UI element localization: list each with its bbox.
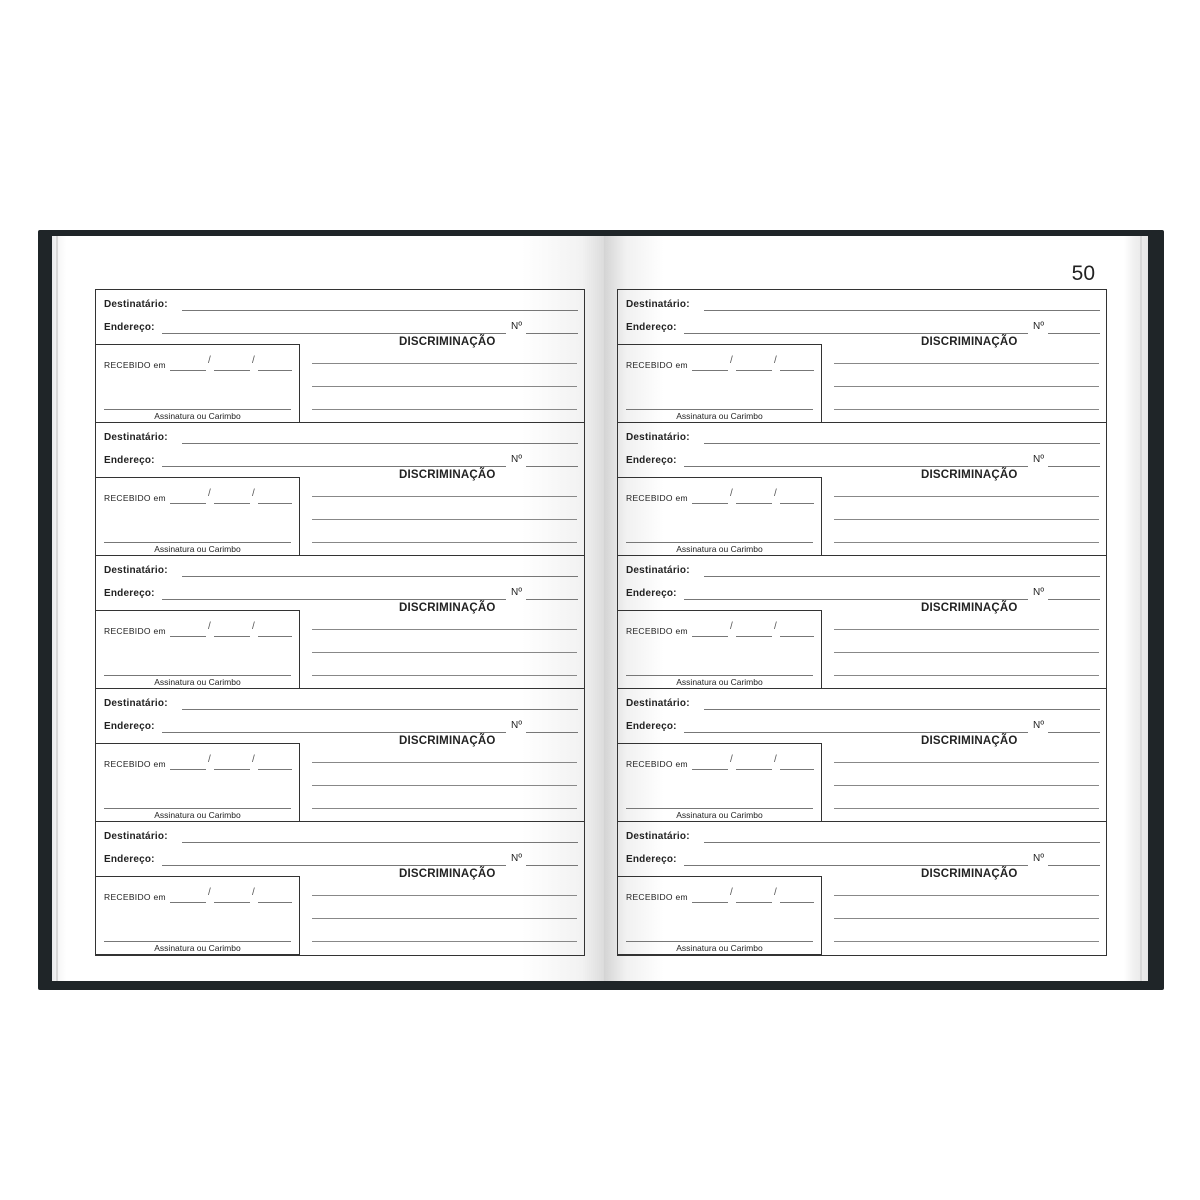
destinatario-field[interactable] [182, 310, 578, 311]
endereco-label: Endereço: [626, 455, 677, 466]
endereco-field[interactable] [162, 732, 506, 733]
date-slash: / [730, 621, 733, 632]
date-slash: / [252, 621, 255, 632]
date-month-field[interactable] [736, 902, 772, 903]
numero-field[interactable] [1048, 599, 1100, 600]
destinatario-label: Destinatário: [626, 831, 690, 842]
date-year-field[interactable] [258, 370, 292, 371]
discriminacao-line[interactable] [312, 519, 577, 520]
recebido-em-label: RECEBIDO em [626, 892, 688, 902]
recebido-em-label: RECEBIDO em [104, 493, 166, 503]
discriminacao-label: DISCRIMINAÇÃO [399, 735, 496, 747]
numero-field[interactable] [1048, 466, 1100, 467]
numero-field[interactable] [526, 466, 578, 467]
page-number: 50 [1071, 262, 1095, 285]
endereco-label: Endereço: [104, 455, 155, 466]
left-page [52, 236, 604, 981]
date-month-field[interactable] [736, 769, 772, 770]
destinatario-field[interactable] [704, 443, 1100, 444]
date-slash: / [774, 621, 777, 632]
assinatura-label: Assinatura ou Carimbo [154, 943, 241, 953]
recebido-em-label: RECEBIDO em [104, 892, 166, 902]
date-month-field[interactable] [214, 370, 250, 371]
numero-label: Nº [511, 853, 523, 864]
receipt-entry [96, 556, 584, 689]
destinatario-field[interactable] [704, 310, 1100, 311]
date-day-field[interactable] [692, 902, 728, 903]
numero-field[interactable] [1048, 333, 1100, 334]
destinatario-field[interactable] [182, 842, 578, 843]
receipt-entry [96, 423, 584, 556]
signature-field[interactable] [626, 675, 813, 676]
date-slash: / [208, 887, 211, 898]
assinatura-label: Assinatura ou Carimbo [154, 411, 241, 421]
recebido-em-label: RECEBIDO em [626, 360, 688, 370]
destinatario-field[interactable] [182, 576, 578, 577]
signature-field[interactable] [104, 941, 291, 942]
received-box [96, 344, 300, 423]
discriminacao-label: DISCRIMINAÇÃO [921, 336, 1018, 348]
date-day-field[interactable] [170, 370, 206, 371]
discriminacao-line[interactable] [312, 675, 577, 676]
discriminacao-line[interactable] [834, 808, 1099, 809]
discriminacao-line[interactable] [834, 652, 1099, 653]
signature-field[interactable] [626, 808, 813, 809]
date-month-field[interactable] [214, 902, 250, 903]
destinatario-field[interactable] [704, 576, 1100, 577]
signature-field[interactable] [104, 808, 291, 809]
discriminacao-line[interactable] [312, 386, 577, 387]
numero-field[interactable] [526, 333, 578, 334]
numero-label: Nº [1033, 587, 1045, 598]
date-day-field[interactable] [692, 503, 728, 504]
receipt-entry [96, 290, 584, 423]
date-year-field[interactable] [258, 769, 292, 770]
assinatura-label: Assinatura ou Carimbo [154, 810, 241, 820]
received-box [96, 876, 300, 955]
assinatura-label: Assinatura ou Carimbo [154, 677, 241, 687]
date-day-field[interactable] [170, 902, 206, 903]
recebido-em-label: RECEBIDO em [104, 759, 166, 769]
date-day-field[interactable] [692, 370, 728, 371]
endereco-field[interactable] [684, 466, 1028, 467]
discriminacao-line[interactable] [312, 918, 577, 919]
endereco-field[interactable] [162, 466, 506, 467]
numero-label: Nº [1033, 454, 1045, 465]
destinatario-label: Destinatário: [104, 432, 168, 443]
discriminacao-line[interactable] [834, 519, 1099, 520]
date-month-field[interactable] [736, 370, 772, 371]
discriminacao-line[interactable] [834, 895, 1099, 896]
received-box [618, 743, 822, 822]
endereco-field[interactable] [684, 865, 1028, 866]
discriminacao-line[interactable] [312, 496, 577, 497]
destinatario-label: Destinatário: [104, 565, 168, 576]
discriminacao-line[interactable] [834, 542, 1099, 543]
destinatario-field[interactable] [182, 443, 578, 444]
signature-field[interactable] [104, 409, 291, 410]
endereco-field[interactable] [684, 333, 1028, 334]
date-year-field[interactable] [258, 902, 292, 903]
received-box [618, 344, 822, 423]
date-slash: / [208, 488, 211, 499]
date-slash: / [208, 754, 211, 765]
notebook-cover [38, 230, 1164, 990]
numero-label: Nº [1033, 853, 1045, 864]
date-year-field[interactable] [258, 503, 292, 504]
assinatura-label: Assinatura ou Carimbo [676, 943, 763, 953]
discriminacao-label: DISCRIMINAÇÃO [921, 469, 1018, 481]
receipt-entry [618, 822, 1106, 955]
date-year-field[interactable] [780, 902, 814, 903]
date-month-field[interactable] [214, 636, 250, 637]
date-year-field[interactable] [780, 370, 814, 371]
discriminacao-line[interactable] [312, 629, 577, 630]
discriminacao-line[interactable] [312, 941, 577, 942]
discriminacao-line[interactable] [312, 785, 577, 786]
discriminacao-line[interactable] [834, 363, 1099, 364]
discriminacao-label: DISCRIMINAÇÃO [399, 868, 496, 880]
discriminacao-label: DISCRIMINAÇÃO [921, 735, 1018, 747]
assinatura-label: Assinatura ou Carimbo [676, 411, 763, 421]
numero-label: Nº [511, 454, 523, 465]
endereco-field[interactable] [162, 599, 506, 600]
discriminacao-line[interactable] [834, 918, 1099, 919]
date-slash: / [774, 355, 777, 366]
receipt-entry [618, 290, 1106, 423]
assinatura-label: Assinatura ou Carimbo [676, 677, 763, 687]
discriminacao-line[interactable] [834, 675, 1099, 676]
date-slash: / [730, 355, 733, 366]
destinatario-label: Destinatário: [104, 698, 168, 709]
destinatario-label: Destinatário: [104, 299, 168, 310]
endereco-label: Endereço: [104, 854, 155, 865]
page-edge [56, 236, 58, 981]
discriminacao-line[interactable] [312, 895, 577, 896]
signature-field[interactable] [626, 409, 813, 410]
date-day-field[interactable] [692, 769, 728, 770]
destinatario-field[interactable] [704, 709, 1100, 710]
destinatario-field[interactable] [182, 709, 578, 710]
receipt-form-left [95, 289, 585, 956]
signature-field[interactable] [104, 542, 291, 543]
endereco-label: Endereço: [626, 588, 677, 599]
date-slash: / [730, 887, 733, 898]
discriminacao-line[interactable] [312, 762, 577, 763]
date-year-field[interactable] [258, 636, 292, 637]
date-slash: / [730, 488, 733, 499]
discriminacao-line[interactable] [834, 762, 1099, 763]
endereco-label: Endereço: [626, 322, 677, 333]
discriminacao-line[interactable] [834, 785, 1099, 786]
endereco-label: Endereço: [626, 721, 677, 732]
date-year-field[interactable] [780, 769, 814, 770]
endereco-label: Endereço: [626, 854, 677, 865]
date-day-field[interactable] [692, 636, 728, 637]
receipt-entry [618, 423, 1106, 556]
endereco-field[interactable] [684, 732, 1028, 733]
date-month-field[interactable] [736, 503, 772, 504]
numero-label: Nº [511, 720, 523, 731]
date-slash: / [208, 355, 211, 366]
signature-field[interactable] [104, 675, 291, 676]
destinatario-label: Destinatário: [626, 432, 690, 443]
date-day-field[interactable] [170, 769, 206, 770]
discriminacao-label: DISCRIMINAÇÃO [921, 868, 1018, 880]
right-page [604, 236, 1148, 981]
assinatura-label: Assinatura ou Carimbo [676, 544, 763, 554]
endereco-field[interactable] [162, 865, 506, 866]
received-box [96, 610, 300, 689]
destinatario-label: Destinatário: [626, 565, 690, 576]
date-slash: / [252, 887, 255, 898]
endereco-label: Endereço: [104, 322, 155, 333]
discriminacao-line[interactable] [312, 808, 577, 809]
destinatario-label: Destinatário: [626, 299, 690, 310]
recebido-em-label: RECEBIDO em [626, 759, 688, 769]
date-slash: / [252, 754, 255, 765]
receipt-entry [96, 822, 584, 955]
discriminacao-line[interactable] [312, 363, 577, 364]
received-box [618, 876, 822, 955]
receipt-form-right [617, 289, 1107, 956]
signature-field[interactable] [626, 542, 813, 543]
date-day-field[interactable] [170, 636, 206, 637]
date-month-field[interactable] [214, 503, 250, 504]
received-box [618, 477, 822, 556]
recebido-em-label: RECEBIDO em [104, 626, 166, 636]
numero-label: Nº [1033, 321, 1045, 332]
discriminacao-line[interactable] [834, 409, 1099, 410]
date-month-field[interactable] [736, 636, 772, 637]
assinatura-label: Assinatura ou Carimbo [676, 810, 763, 820]
discriminacao-line[interactable] [834, 629, 1099, 630]
discriminacao-line[interactable] [834, 941, 1099, 942]
numero-field[interactable] [526, 865, 578, 866]
discriminacao-label: DISCRIMINAÇÃO [399, 336, 496, 348]
date-slash: / [252, 355, 255, 366]
date-slash: / [774, 488, 777, 499]
discriminacao-line[interactable] [312, 542, 577, 543]
assinatura-label: Assinatura ou Carimbo [154, 544, 241, 554]
receipt-entry [618, 689, 1106, 822]
discriminacao-label: DISCRIMINAÇÃO [399, 602, 496, 614]
received-box [96, 743, 300, 822]
date-year-field[interactable] [780, 636, 814, 637]
destinatario-label: Destinatário: [104, 831, 168, 842]
date-slash: / [774, 754, 777, 765]
date-slash: / [774, 887, 777, 898]
discriminacao-label: DISCRIMINAÇÃO [921, 602, 1018, 614]
date-slash: / [730, 754, 733, 765]
endereco-field[interactable] [162, 333, 506, 334]
date-month-field[interactable] [214, 769, 250, 770]
numero-label: Nº [511, 587, 523, 598]
discriminacao-line[interactable] [834, 386, 1099, 387]
discriminacao-line[interactable] [834, 496, 1099, 497]
numero-label: Nº [511, 321, 523, 332]
numero-label: Nº [1033, 720, 1045, 731]
destinatario-label: Destinatário: [626, 698, 690, 709]
received-box [618, 610, 822, 689]
date-slash: / [252, 488, 255, 499]
date-year-field[interactable] [780, 503, 814, 504]
endereco-field[interactable] [684, 599, 1028, 600]
discriminacao-line[interactable] [312, 652, 577, 653]
received-box [96, 477, 300, 556]
recebido-em-label: RECEBIDO em [104, 360, 166, 370]
numero-field[interactable] [526, 599, 578, 600]
discriminacao-label: DISCRIMINAÇÃO [399, 469, 496, 481]
numero-field[interactable] [1048, 732, 1100, 733]
numero-field[interactable] [526, 732, 578, 733]
receipt-entry [618, 556, 1106, 689]
recebido-em-label: RECEBIDO em [626, 626, 688, 636]
numero-field[interactable] [1048, 865, 1100, 866]
recebido-em-label: RECEBIDO em [626, 493, 688, 503]
destinatario-field[interactable] [704, 842, 1100, 843]
discriminacao-line[interactable] [312, 409, 577, 410]
endereco-label: Endereço: [104, 721, 155, 732]
endereco-label: Endereço: [104, 588, 155, 599]
date-day-field[interactable] [170, 503, 206, 504]
receipt-entry [96, 689, 584, 822]
date-slash: / [208, 621, 211, 632]
signature-field[interactable] [626, 941, 813, 942]
page-edge [1140, 236, 1142, 981]
